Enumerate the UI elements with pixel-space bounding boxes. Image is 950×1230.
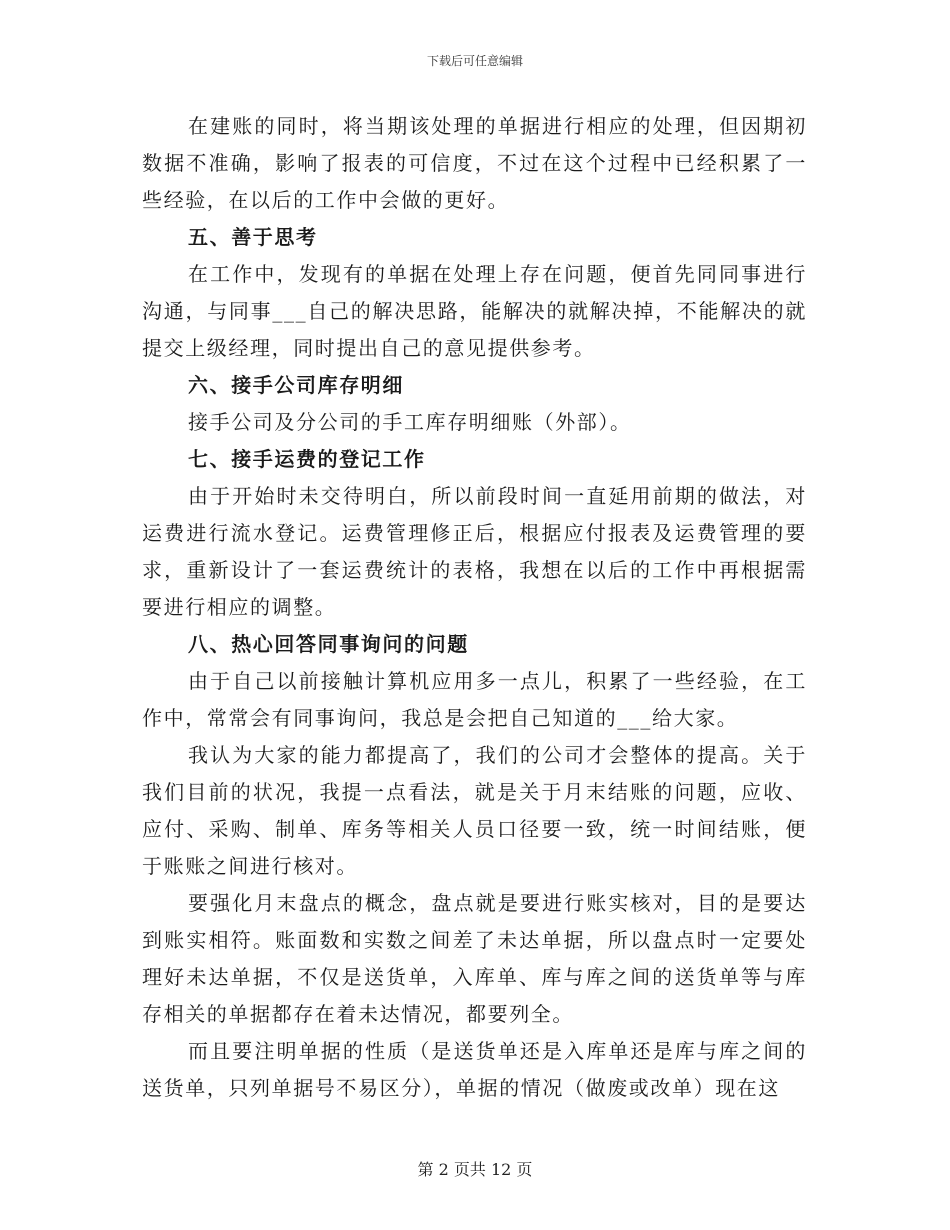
paragraph-8: 而且要注明单据的性质（是送货单还是入库单还是库与库之间的送货单，只列单据号不易区分），单据的情况（做废或改单）现在这 xyxy=(142,1039,807,1100)
document-body xyxy=(142,108,807,1107)
paragraph-2: 在工作中，发现有的单据在处理上存在问题，便首先同同事进行沟通，与同事___自己的解决思路，能解决的就解决掉，不能解决的就提交上级经理，同时提出自己的意见提供参考。 xyxy=(142,262,807,360)
paragraph-1: 在建账的同时，将当期该处理的单据进行相应的处理，但因期初数据不准确，影响了报表的可信度，不过在这个过程中已经积累了一些经验，在以后的工作中会做的更好。 xyxy=(142,114,807,212)
section-heading-8: 八、热心回答同事询问的问题 xyxy=(188,632,469,656)
page-number: 第 2 页共 12 页 xyxy=(417,1160,533,1179)
header-note: 下载后可任意编辑 xyxy=(426,54,523,68)
paragraph-4: 由于开始时未交待明白，所以前段时间一直延用前期的做法，对运费进行流水登记。运费管理修正后，根据应付报表及运费管理的要求，重新设计了一套运费统计的表格，我想在以后的工作中再根据需要进行相应的调整。 xyxy=(142,484,807,619)
paragraph-5: 由于自己以前接触计算机应用多一点儿，积累了一些经验，在工作中，常常会有同事询问，我总是会把自己知道的___给大家。 xyxy=(142,669,807,730)
section-heading-6: 六、接手公司库存明细 xyxy=(188,373,404,397)
section-heading-5: 五、善于思考 xyxy=(188,225,318,249)
paragraph-6: 我认为大家的能力都提高了，我们的公司才会整体的提高。关于我们目前的状况，我提一点看法，就是关于月末结账的问题，应收、应付、采购、制单、库务等相关人员口径要一致，统一时间结账，便于账账之间进行核对。 xyxy=(142,743,807,878)
section-heading-7: 七、接手运费的登记工作 xyxy=(188,447,426,471)
paragraph-3: 接手公司及分公司的手工库存明细账（外部）。 xyxy=(188,410,632,434)
paragraph-7: 要强化月末盘点的概念，盘点就是要进行账实核对，目的是要达到账实相符。账面数和实数之间差了未达单据，所以盘点时一定要处理好未达单据，不仅是送货单，入库单、库与库之间的送货单等与库存相关的单据都存在着未达情况，都要列全。 xyxy=(142,891,807,1026)
